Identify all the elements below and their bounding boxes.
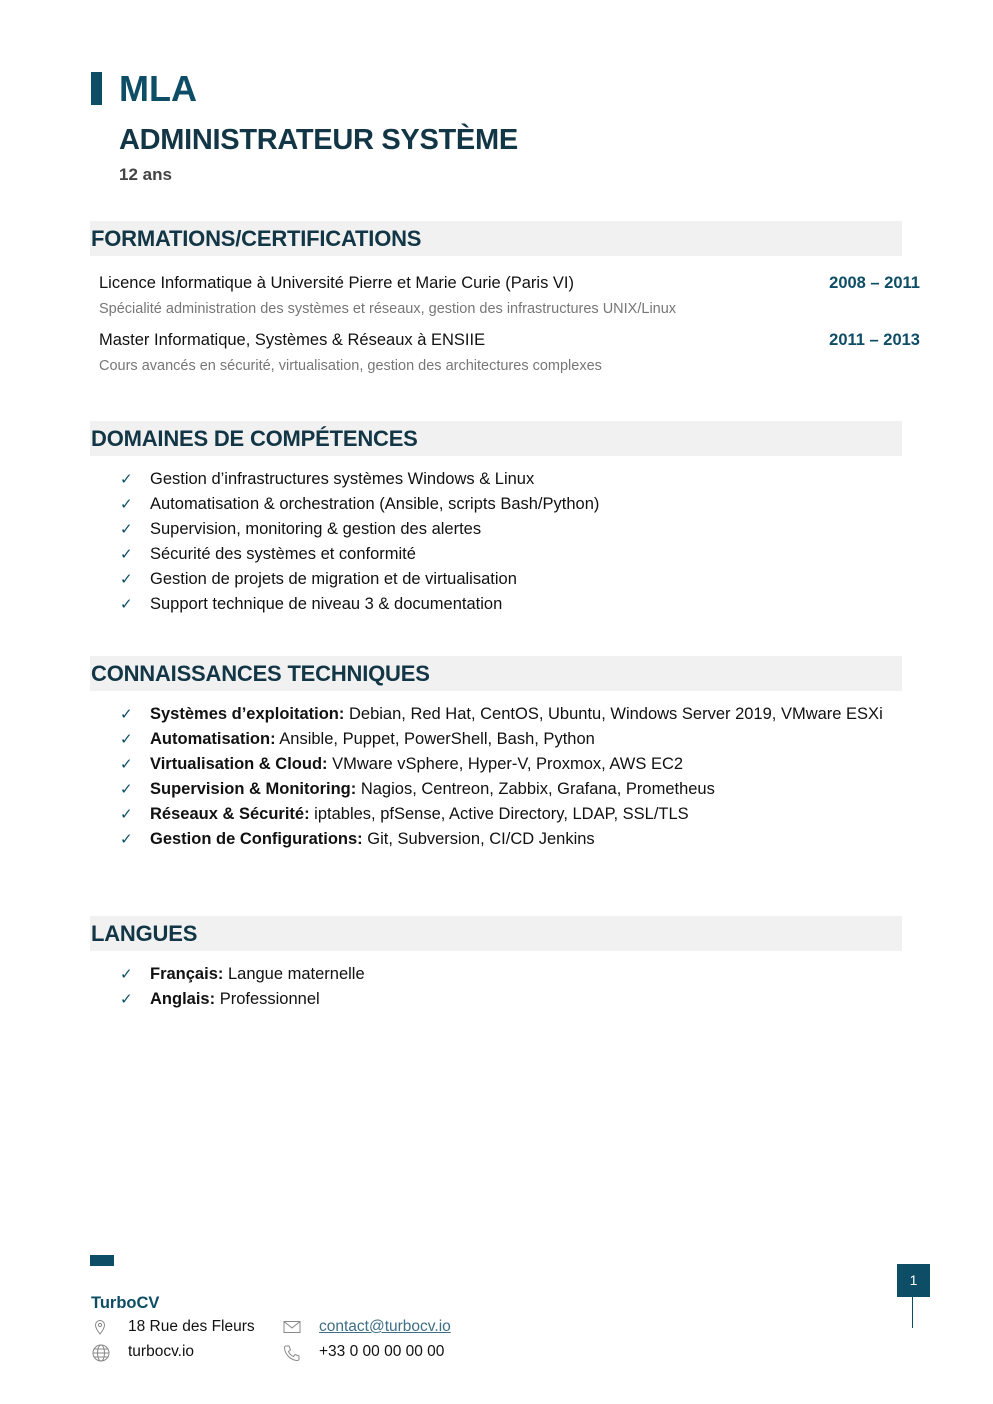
name-accent-bar: [91, 72, 102, 105]
check-icon: ✓: [120, 781, 133, 798]
list-item: ✓ Supervision, monitoring & gestion des alertes: [120, 517, 910, 542]
check-icon: ✓: [120, 756, 133, 773]
education-description: Cours avancés en sécurité, virtualisation, gestion des architectures complexes: [99, 358, 602, 374]
list-item: ✓ Automatisation & orchestration (Ansible, scripts Bash/Python): [120, 492, 910, 517]
education-description: Spécialité administration des systèmes et réseaux, gestion des infrastructures UNIX/Linux: [99, 301, 677, 317]
check-icon: ✓: [120, 546, 133, 563]
section-languages-heading: [90, 916, 902, 951]
languages-list: [120, 962, 910, 1012]
phone-icon: [282, 1343, 302, 1363]
section-title: FORMATIONS/CERTIFICATIONS: [91, 226, 422, 251]
candidate-name: MLA: [119, 68, 197, 109]
check-icon: ✓: [120, 571, 133, 588]
check-icon: ✓: [120, 521, 133, 538]
section-education-heading: [90, 221, 902, 256]
check-icon: ✓: [120, 966, 133, 983]
list-item: ✓ Virtualisation & Cloud: VMware vSphere, Hyper-V, Proxmox, AWS EC2: [120, 752, 910, 777]
list-item: ✓ Systèmes d’exploitation: Debian, Red Hat, CentOS, Ubuntu, Windows Server 2019, VMware ESXi: [120, 702, 910, 727]
check-icon: ✓: [120, 731, 133, 748]
check-icon: ✓: [120, 596, 133, 613]
check-icon: ✓: [120, 496, 133, 513]
education-title: Master Informatique, Systèmes & Réseaux à ENSIIE: [99, 331, 486, 349]
email-link[interactable]: contact@turbocv.io: [319, 1318, 451, 1335]
list-item: ✓ Gestion d’infrastructures systèmes Windows & Linux: [120, 467, 910, 492]
section-title: DOMAINES DE COMPÉTENCES: [91, 426, 418, 451]
section-title: CONNAISSANCES TECHNIQUES: [91, 661, 430, 686]
website-link[interactable]: turbocv.io: [128, 1343, 195, 1360]
list-item: ✓ Français: Langue maternelle: [120, 962, 910, 987]
list-item: ✓ Gestion de Configurations: Git, Subversion, CI/CD Jenkins: [120, 827, 910, 852]
tech-list: [120, 702, 910, 852]
check-icon: ✓: [120, 991, 133, 1008]
list-item: ✓ Réseaux & Sécurité: iptables, pfSense, Active Directory, LDAP, SSL/TLS: [120, 802, 910, 827]
list-item: ✓ Gestion de projets de migration et de virtualisation: [120, 567, 910, 592]
education-dates: 2011 – 2013: [829, 331, 920, 349]
list-item: ✓ Sécurité des systèmes et conformité: [120, 542, 910, 567]
check-icon: ✓: [120, 706, 133, 723]
list-item: ✓ Anglais: Professionnel: [120, 987, 910, 1012]
job-title: ADMINISTRATEUR SYSTÈME: [119, 124, 518, 156]
globe-icon: [91, 1343, 111, 1363]
page-number-line: [912, 1297, 913, 1328]
location-pin-icon: [91, 1318, 109, 1336]
list-item: ✓ Supervision & Monitoring: Nagios, Centreon, Zabbix, Grafana, Prometheus: [120, 777, 910, 802]
address-text: 18 Rue des Fleurs: [128, 1318, 255, 1335]
page-number: 1: [897, 1264, 930, 1297]
check-icon: ✓: [120, 806, 133, 823]
check-icon: ✓: [120, 471, 133, 488]
list-item: ✓ Automatisation: Ansible, Puppet, PowerShell, Bash, Python: [120, 727, 910, 752]
footer-brand: TurboCV: [91, 1294, 160, 1312]
phone-text: +33 0 00 00 00 00: [319, 1343, 445, 1360]
list-item: ✓ Support technique de niveau 3 & documentation: [120, 592, 910, 617]
section-tech-heading: [90, 656, 902, 691]
footer-accent-bar: [90, 1255, 114, 1266]
section-title: LANGUES: [91, 921, 198, 946]
section-skills-heading: [90, 421, 902, 456]
education-dates: 2008 – 2011: [829, 274, 920, 292]
check-icon: ✓: [120, 831, 133, 848]
education-title: Licence Informatique à Université Pierre et Marie Curie (Paris VI): [99, 274, 575, 292]
skills-list: [120, 467, 910, 617]
envelope-icon: [282, 1318, 302, 1336]
years-experience: 12 ans: [119, 165, 172, 184]
